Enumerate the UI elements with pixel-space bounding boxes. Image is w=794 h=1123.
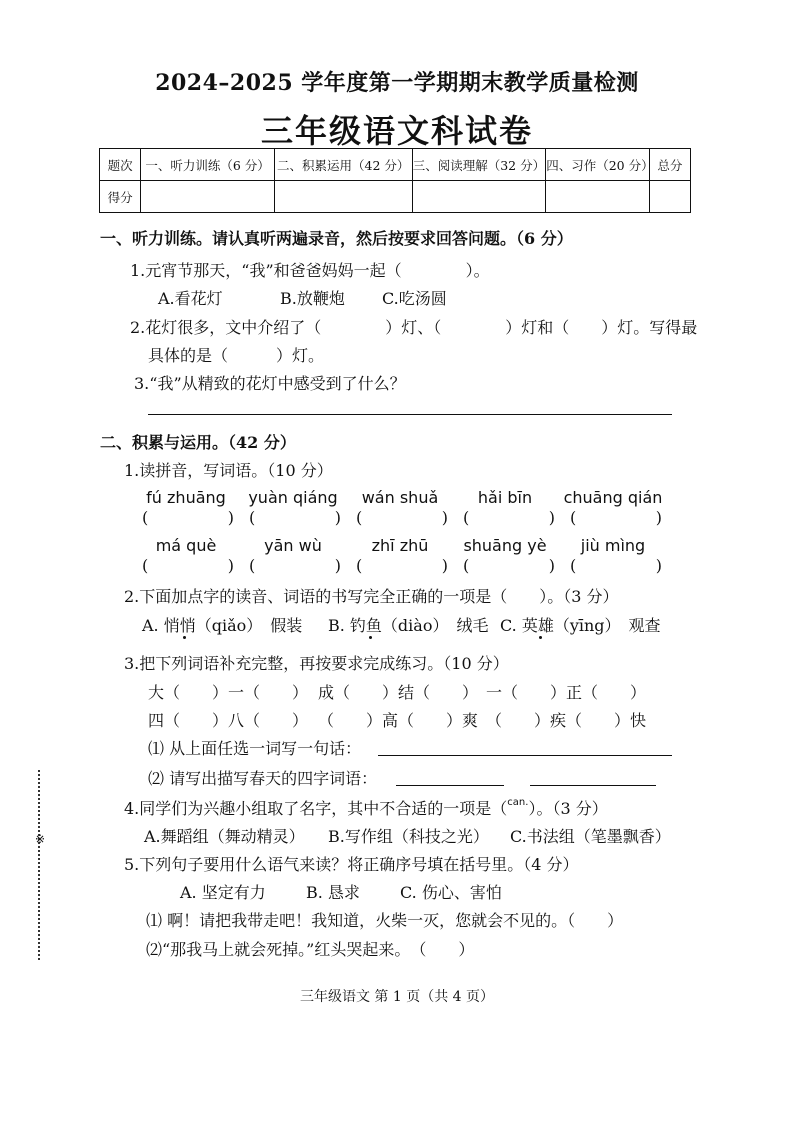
s2-question4: 4.同学们为兴趣小组取了名字，其中不合适的一项是（$^{can.}$）。（3 分）	[124, 797, 608, 818]
pinyin-item: yān wù	[264, 536, 322, 555]
binding-dotted-line	[38, 770, 40, 960]
section1-heading: 一、听力训练。请认真听两遍录音，然后按要求回答问题。（6 分）	[100, 229, 573, 248]
s2-q3-sub1: ⑴ 从上面任选一词写一句话：	[148, 739, 362, 758]
s1-question1: 1.元宵节那天，“我”和爸爸妈妈一起（ ）。	[130, 261, 490, 280]
s2-q5-option-a: A. 坚定有力	[180, 883, 266, 902]
s2-q4-option-a[interactable]: A.舞蹈组（舞动精灵）	[144, 827, 305, 846]
spring-word-line-2[interactable]	[530, 785, 656, 786]
answer-box[interactable]: ( )	[356, 556, 448, 575]
s2-q2-option-a[interactable]: A. 悄悄（qiǎo） 假装	[142, 616, 303, 635]
row-label-title: 题次	[100, 149, 141, 181]
answer-box[interactable]: ( )	[142, 556, 234, 575]
idiom-blank[interactable]: （ ）高（ ）爽	[318, 711, 479, 730]
answer-box[interactable]: ( )	[249, 556, 341, 575]
pinyin-item: jiù mìng	[580, 536, 646, 555]
s1-q1-option-a[interactable]: A.看花灯	[158, 289, 223, 308]
s2-q2-option-b[interactable]: B. 钓鱼（diào） 绒毛	[328, 616, 489, 635]
emphasis-dot	[369, 636, 372, 639]
pinyin-item: chuāng qián	[563, 488, 663, 507]
col-accumulation: 二、积累运用（42 分）	[274, 149, 412, 181]
score-cell-accumulation[interactable]	[274, 181, 412, 213]
idiom-blank[interactable]: （ ）疾（ ）快	[486, 711, 647, 730]
score-cell-reading[interactable]	[412, 181, 546, 213]
binding-mark: ※	[35, 832, 46, 846]
s2-question1: 1.读拼音，写词语。（10 分）	[124, 461, 333, 480]
pinyin-item: wán shuǎ	[361, 488, 439, 507]
handwritten-mark: can.	[507, 797, 529, 808]
col-listening: 一、听力训练（6 分）	[141, 149, 275, 181]
pinyin-item: má què	[155, 536, 217, 555]
score-table-header-row	[100, 149, 691, 181]
answer-box[interactable]: ( )	[249, 508, 341, 527]
s2-q2-option-c[interactable]: C. 英雄（yīng） 观查	[500, 616, 661, 635]
page-footer: 三年级语文 第 1 页（共 4 页）	[299, 989, 495, 1005]
s1-q3-answer-line[interactable]	[148, 414, 672, 415]
score-table-score-row	[100, 181, 691, 213]
exam-subtitle: 三年级语文科试卷	[260, 112, 533, 150]
s2-question3: 3.把下列词语补充完整，再按要求完成练习。（10 分）	[124, 654, 509, 673]
s2-q3-sub2: ⑵ 请写出描写春天的四字词语：	[148, 769, 378, 788]
s1-q1-option-b[interactable]: B.放鞭炮	[280, 289, 345, 308]
s2-q5-option-c: C. 伤心、害怕	[400, 883, 502, 902]
idiom-blank[interactable]: 大（ ）一（ ）	[148, 683, 309, 702]
score-cell-listening[interactable]	[141, 181, 275, 213]
s2-question2: 2.下面加点字的读音、词语的书写完全正确的一项是（ ）。（3 分）	[124, 587, 619, 606]
s2-q5-option-b: B. 恳求	[306, 883, 360, 902]
score-cell-total[interactable]	[649, 181, 690, 213]
idiom-blank[interactable]: 四（ ）八（ ）	[148, 711, 309, 730]
s2-q5-sentence2[interactable]: ⑵“那我马上就会死掉。”红头哭起来。 （ ）	[146, 940, 475, 959]
col-reading: 三、阅读理解（32 分）	[412, 149, 546, 181]
score-cell-writing[interactable]	[546, 181, 650, 213]
answer-box[interactable]: ( )	[142, 508, 234, 527]
exam-title: 2024–2025 学年度第一学期期末教学质量检测	[155, 70, 639, 96]
answer-box[interactable]: ( )	[570, 508, 662, 527]
col-total: 总分	[649, 149, 690, 181]
idiom-blank[interactable]: 一（ ）正（ ）	[486, 683, 647, 702]
s1-question2-line2: 具体的是（ ）灯。	[148, 346, 325, 365]
pinyin-item: shuāng yè	[463, 536, 547, 555]
pinyin-item: zhī zhū	[371, 536, 429, 555]
section2-heading: 二、积累与运用。（42 分）	[100, 433, 296, 452]
s2-question5: 5.下列句子要用什么语气来读？将正确序号填在括号里。（4 分）	[124, 855, 579, 874]
spring-word-line-1[interactable]	[396, 785, 504, 786]
emphasis-dot	[183, 636, 186, 639]
answer-box[interactable]: ( )	[356, 508, 448, 527]
s2-q3-sentence-line[interactable]	[378, 755, 672, 756]
answer-box[interactable]: ( )	[570, 556, 662, 575]
s2-q5-sentence1[interactable]: ⑴ 啊！请把我带走吧！我知道，火柴一灭，您就会不见的。（ ）	[146, 911, 624, 930]
score-table	[99, 148, 691, 213]
col-writing: 四、习作（20 分）	[546, 149, 650, 181]
answer-box[interactable]: ( )	[463, 508, 555, 527]
s1-question2-line1: 2.花灯很多，文中介绍了（ ）灯、（ ）灯和（ ）灯。写得最	[130, 318, 698, 337]
s2-q4-option-b[interactable]: B.写作组（科技之光）	[328, 827, 489, 846]
pinyin-item: fú zhuāng	[146, 488, 226, 507]
pinyin-item: yuàn qiáng	[248, 488, 338, 507]
answer-box[interactable]: ( )	[463, 556, 555, 575]
s1-q1-option-c[interactable]: C.吃汤圆	[382, 289, 447, 308]
idiom-blank[interactable]: 成（ ）结（ ）	[318, 683, 479, 702]
emphasis-dot	[539, 636, 542, 639]
s1-question3: 3.“我”从精致的花灯中感受到了什么？	[134, 374, 406, 393]
pinyin-item: hǎi bīn	[477, 488, 533, 507]
row-label-score: 得分	[100, 181, 141, 213]
s2-q4-option-c[interactable]: C.书法组（笔墨飘香）	[510, 827, 671, 846]
